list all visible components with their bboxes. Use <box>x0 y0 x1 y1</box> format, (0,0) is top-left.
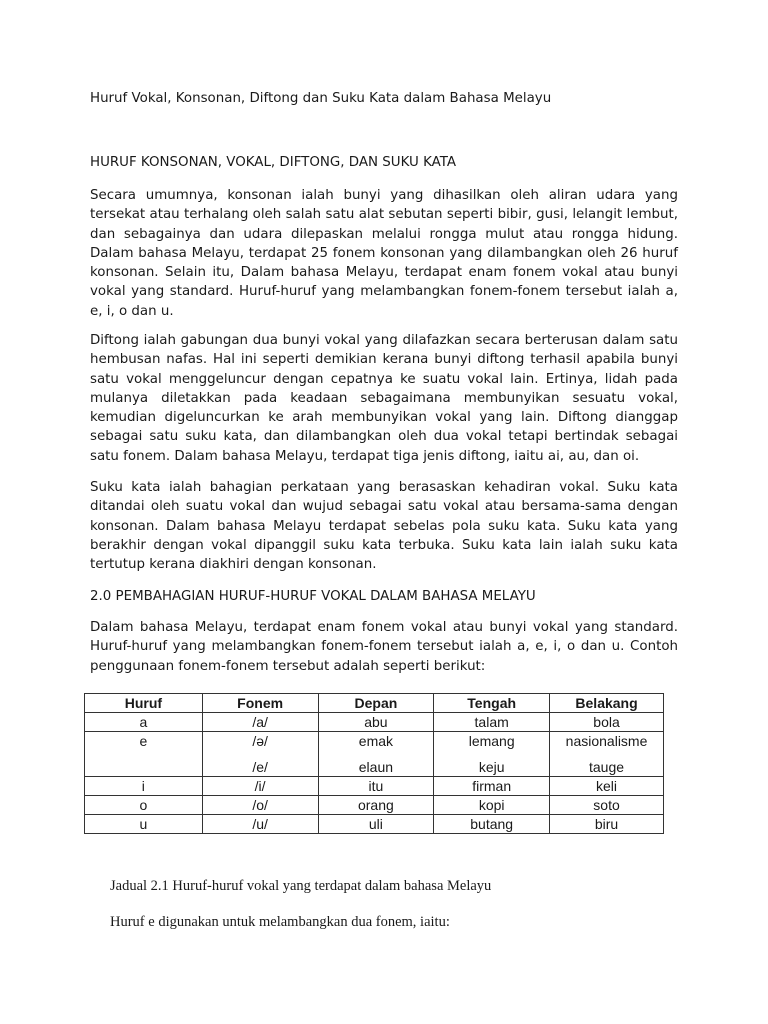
cell-spacer <box>434 750 549 758</box>
table-cell: talam <box>434 713 550 732</box>
table-cell-text: /e/ <box>252 759 268 775</box>
cell-spacer <box>85 750 202 758</box>
table-row <box>85 815 664 834</box>
table-cell: firman <box>434 777 550 796</box>
table-cell: abu <box>318 713 434 732</box>
table-cell: u <box>85 815 203 834</box>
table-cell-text: e <box>139 733 148 749</box>
section-heading-1: HURUF KONSONAN, VOKAL, DIFTONG, DAN SUKU KATA <box>90 155 457 170</box>
paragraph-diftong: Diftong ialah gabungan dua bunyi vokal yang dilafazkan secara berterusan dalam satu hembusan nafas. Hal ini seperti demikian kerana bunyi diftong terhasil apabila bunyi satu vokal menggeluncur dengan cepatnya ke suatu vokal lain. Ertinya, lidah pada mulanya diletakkan pada keadaan sebagaimana membunyikan sesuatu vokal, kemudian digeluncurkan ke arah membunyikan vokal yang lain. Diftong dianggap sebagai satu suku kata, dan dilambangkan oleh dua vokal tetapi bertindak sebagai satu fonem. Dalam bahasa Melayu, terdapat tiga jenis diftong, iaitu ai, au, dan oi. <box>90 333 678 464</box>
table-cell: o <box>85 796 203 815</box>
section-heading-2: 2.0 PEMBAHAGIAN HURUF-HURUF VOKAL DALAM BAHASA MELAYU <box>90 589 536 604</box>
cell-spacer <box>203 750 318 758</box>
table-cell: bola <box>550 713 664 732</box>
table-cell: orang <box>318 796 434 815</box>
table-cell: /o/ <box>202 796 318 815</box>
document-title: Huruf Vokal, Konsonan, Diftong dan Suku Kata dalam Bahasa Melayu <box>90 91 552 106</box>
paragraph-konsonan: Secara umumnya, konsonan ialah bunyi yang dihasilkan oleh aliran udara yang tersekat atau terhalang oleh salah satu alat sebutan seperti bibir, gusi, lelangit lembut, dan sebagainya dan udara dilepaskan melalui rongga mulut atau rongga hidung. Dalam bahasa Melayu, terdapat 25 fonem konsonan yang dilambangkan oleh 26 huruf konsonan. Selain itu, Dalam bahasa Melayu, terdapat enam fonem vokal atau bunyi vokal yang standard. Huruf-huruf yang melambangkan fonem-fonem tersebut ialah a, e, i, o dan u. <box>90 188 678 319</box>
cell-spacer <box>319 750 434 758</box>
closing-line: Huruf e digunakan untuk melambangkan dua fonem, iaitu: <box>110 914 450 930</box>
header-tengah: Tengah <box>434 694 550 713</box>
table-cell <box>434 732 550 777</box>
vowel-table <box>84 693 664 834</box>
paragraph-vokal: Dalam bahasa Melayu, terdapat enam fonem vokal atau bunyi vokal yang standard. Huruf-huruf yang melambangkan fonem-fonem tersebut ialah a, e, i, o dan u. Contoh penggunaan fonem-fonem tersebut adalah seperti berikut: <box>90 620 678 674</box>
header-depan: Depan <box>318 694 434 713</box>
table-cell <box>85 732 203 777</box>
cell-spacer <box>550 750 663 758</box>
table-cell: kopi <box>434 796 550 815</box>
table-cell-text: tauge <box>589 759 625 775</box>
table-cell <box>202 732 318 777</box>
table-cell: a <box>85 713 203 732</box>
table-cell: uli <box>318 815 434 834</box>
table-cell-text: keju <box>478 759 505 775</box>
table-cell: /a/ <box>202 713 318 732</box>
header-fonem: Fonem <box>202 694 318 713</box>
table-header-row <box>85 694 664 713</box>
table-cell: soto <box>550 796 664 815</box>
table-cell-text: /ə/ <box>252 733 268 749</box>
table-cell: biru <box>550 815 664 834</box>
table-caption: Jadual 2.1 Huruf-huruf vokal yang terdapat dalam bahasa Melayu <box>110 878 492 894</box>
header-belakang: Belakang <box>550 694 664 713</box>
table-cell: itu <box>318 777 434 796</box>
table-cell: i <box>85 777 203 796</box>
table-cell-text: elaun <box>358 759 394 775</box>
table-cell-text: nasionalisme <box>565 733 648 749</box>
table-cell <box>550 732 664 777</box>
table-cell-text: lemang <box>468 733 515 749</box>
header-huruf: Huruf <box>85 694 203 713</box>
table-cell <box>318 732 434 777</box>
paragraph-suku-kata: Suku kata ialah bahagian perkataan yang berasaskan kehadiran vokal. Suku kata ditandai oleh suatu vokal dan wujud sebagai satu vokal atau bersama-sama dengan konsonan. Dalam bahasa Melayu terdapat sebelas pola suku kata. Suku kata yang berakhir dengan vokal dipanggil suku kata terbuka. Suku kata lain ialah suku kata tertutup kerana diakhiri dengan konsonan. <box>90 480 678 573</box>
table-row <box>85 777 664 796</box>
table-row <box>85 796 664 815</box>
table-row <box>85 732 664 777</box>
table-cell: keli <box>550 777 664 796</box>
table-cell: /i/ <box>202 777 318 796</box>
table-cell: /u/ <box>202 815 318 834</box>
table-cell: butang <box>434 815 550 834</box>
table-cell-text: emak <box>358 733 394 749</box>
table-row <box>85 713 664 732</box>
